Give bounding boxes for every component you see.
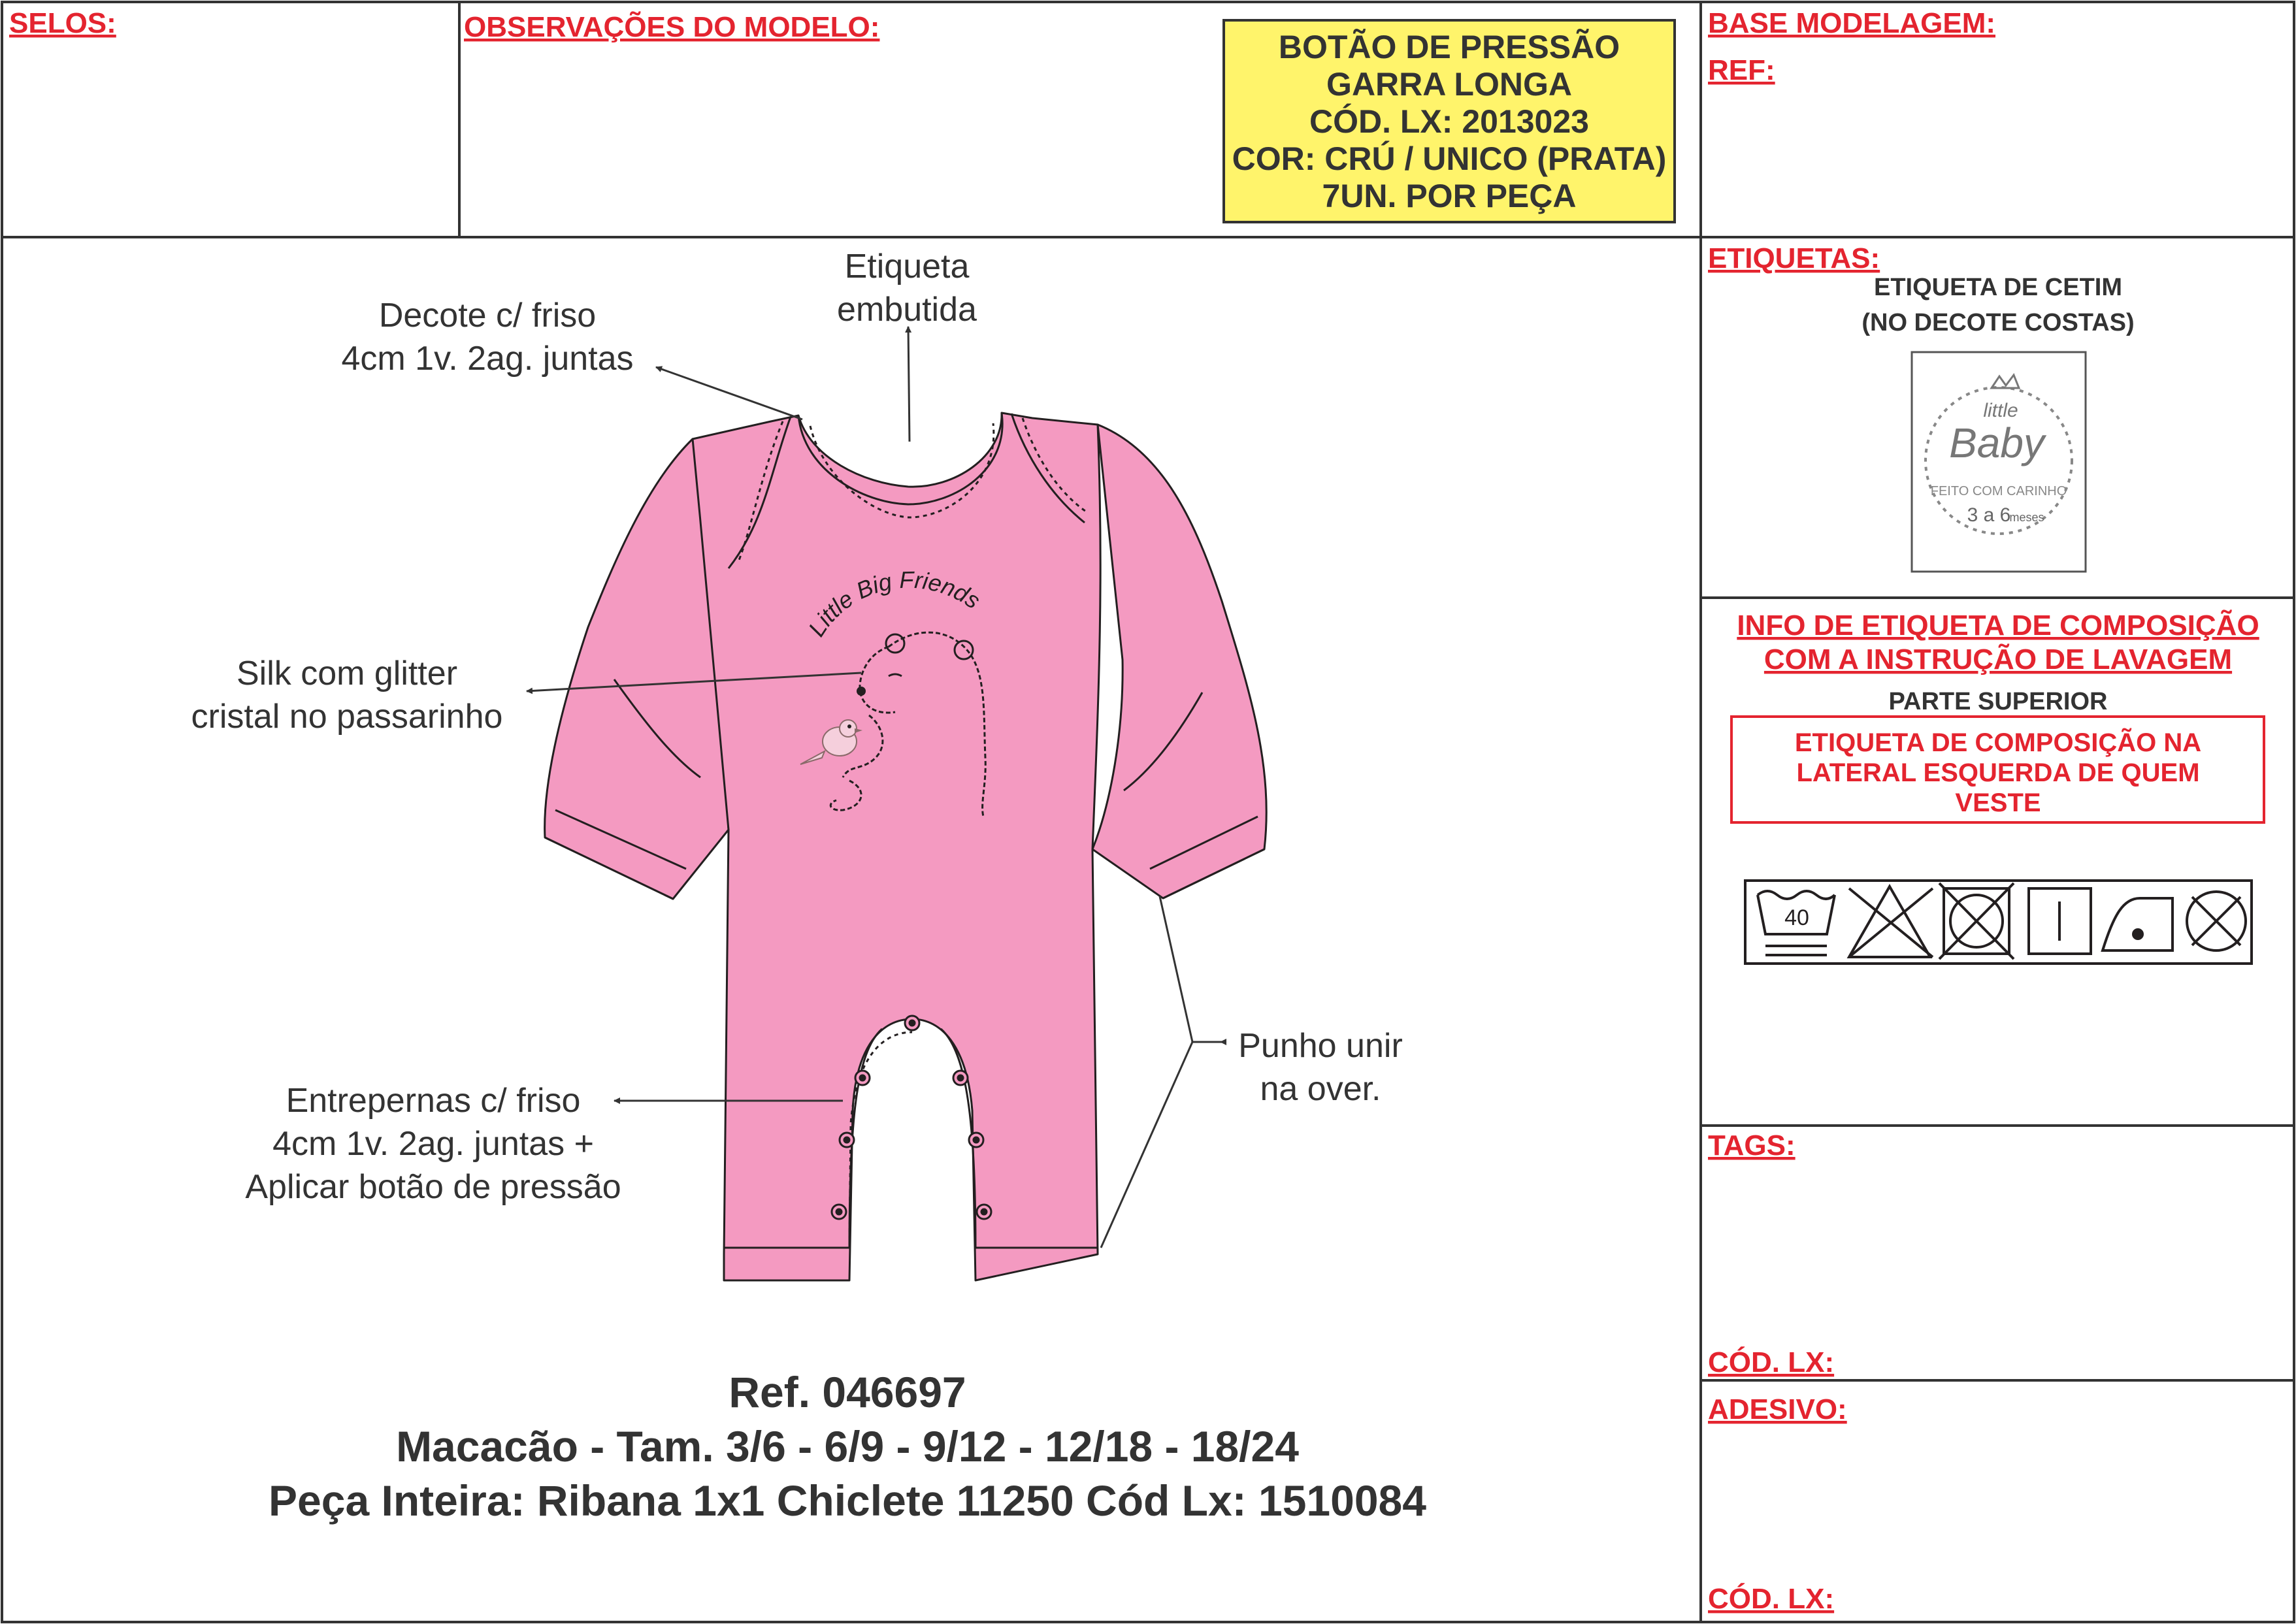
annotation-line: embutida: [837, 291, 977, 329]
annotation-etiqueta: [837, 248, 977, 329]
composicao-box-line: LATERAL ESQUERDA DE QUEM: [1796, 758, 2200, 787]
annotation-entrepernas: [245, 1082, 621, 1206]
annotation-line: Etiqueta: [844, 248, 970, 285]
label-tagline: FEITO COM CARINHO: [1930, 484, 2067, 498]
label-size: 3 a 6: [1967, 504, 2011, 526]
button-spec-line: 7UN. POR PEÇA: [1322, 178, 1577, 214]
composicao-box-line: ETIQUETA DE COMPOSIÇÃO NA: [1794, 728, 2202, 757]
annotation-line: Aplicar botão de pressão: [245, 1168, 621, 1206]
base-modelagem-label: BASE MODELAGEM:: [1708, 7, 1995, 39]
button-spec-line: BOTÃO DE PRESSÃO: [1278, 29, 1620, 65]
romper-drawing: [545, 413, 1267, 1280]
print-text: Little Big Friends: [802, 566, 985, 641]
etiqueta-line: (NO DECOTE COSTAS): [1861, 309, 2135, 336]
button-spec-line: CÓD. LX: 2013023: [1309, 103, 1589, 140]
iron-low-icon: [2103, 898, 2173, 950]
label-size-unit: meses: [2009, 511, 2044, 524]
composicao-title: COM A INSTRUÇÃO DE LAVAGEM: [1763, 643, 2233, 675]
annotation-line: Silk com glitter: [236, 655, 458, 692]
observacoes-label: OBSERVAÇÕES DO MODELO:: [464, 11, 880, 43]
label-brand-small: little: [1983, 400, 2018, 421]
selos-label: SELOS:: [9, 7, 116, 39]
tags-cod-label: CÓD. LX:: [1708, 1346, 1835, 1378]
annotation-decote: [341, 297, 633, 378]
product-ref: Ref. 046697: [729, 1368, 966, 1416]
wash-temp: 40: [1784, 905, 1809, 930]
bear-nose: [857, 687, 866, 696]
product-fabric: Peça Inteira: Ribana 1x1 Chiclete 11250 Cód Lx: 1510084: [269, 1476, 1426, 1525]
button-spec-box: [1224, 20, 1675, 222]
composicao-box: [1731, 717, 2264, 822]
annotation-line: Punho unir: [1238, 1027, 1403, 1065]
no-dry-clean-icon: [2187, 892, 2246, 950]
label-brand: Baby: [1949, 419, 2044, 466]
annotation-punho: [1238, 1027, 1403, 1108]
composicao-title: INFO DE ETIQUETA DE COMPOSIÇÃO: [1737, 609, 2259, 641]
product-info: [269, 1368, 1426, 1525]
annotation-line: 4cm 1v. 2ag. juntas +: [272, 1125, 594, 1163]
wash-40-icon: [1758, 891, 1835, 955]
product-sizes: Macacão - Tam. 3/6 - 6/9 - 9/12 - 12/18 - 18/24: [396, 1422, 1299, 1470]
etiquetas-label: ETIQUETAS:: [1708, 242, 1880, 274]
annotation-line: na over.: [1260, 1070, 1381, 1108]
annotation-line: Decote c/ friso: [378, 297, 597, 334]
etiqueta-line: ETIQUETA DE CETIM: [1874, 274, 2122, 301]
annotation-silk: [191, 655, 503, 736]
adesivo-label: ADESIVO:: [1708, 1393, 1847, 1425]
ref-label: REF:: [1708, 54, 1775, 86]
annotation-line: 4cm 1v. 2ag. juntas: [341, 340, 634, 378]
parte-superior: PARTE SUPERIOR: [1888, 688, 2108, 715]
annotation-line: Entrepernas c/ friso: [286, 1082, 581, 1120]
satin-label: [1912, 352, 2086, 572]
no-tumble-dry-icon: [1939, 883, 2014, 959]
adesivo-cod-label: CÓD. LX:: [1708, 1583, 1835, 1615]
button-spec-line: COR: CRÚ / UNICO (PRATA): [1232, 140, 1667, 177]
tags-label: TAGS:: [1708, 1129, 1796, 1161]
button-spec-line: GARRA LONGA: [1326, 66, 1572, 103]
composicao-box-line: VESTE: [1955, 788, 2041, 817]
no-bleach-icon: [1849, 886, 1933, 957]
line-dry-icon: [2029, 888, 2091, 954]
care-symbols: [1745, 881, 2252, 964]
annotation-line: cristal no passarinho: [191, 698, 503, 736]
